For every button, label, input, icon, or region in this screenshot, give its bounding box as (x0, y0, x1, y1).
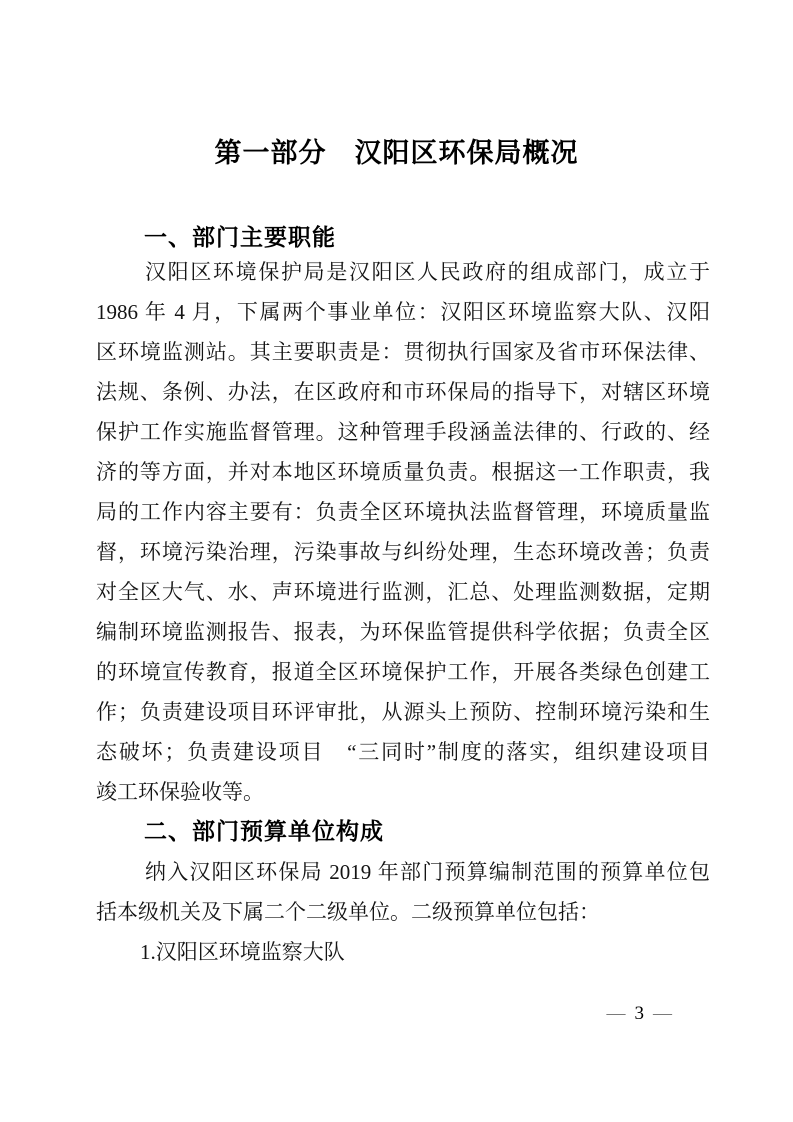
paragraph-line: 汉阳区环境保护局是汉阳区人民政府的组成部门，成立于 (145, 260, 710, 284)
paragraph-line: 纳入汉阳区环保局 2019 年部门预算编制范围的预算单位包 (145, 860, 710, 884)
paragraph-line: 督，环境污染治理，污染事故与纠纷处理，生态环境改善；负责 (96, 540, 710, 564)
paragraph-line: 编制环境监测报告、报表，为环保监管提供科学依据；负责全区 (96, 620, 710, 644)
page-number (607, 1002, 673, 1026)
paragraph-budget-units (96, 852, 710, 972)
paragraph-line: 竣工环保验收等。 (96, 780, 264, 804)
paragraph-line: 济的等方面，并对本地区环境质量负责。根据这一工作职责，我 (96, 460, 710, 484)
paragraph-line: 区环境监测站。其主要职责是：贯彻执行国家及省市环保法律、 (96, 340, 710, 364)
document-body (96, 222, 710, 972)
paragraph-line: 态破坏；负责建设项目 “三同时”制度的落实，组织建设项目 (96, 740, 710, 764)
paragraph-line: 1986 年 4 月，下属两个事业单位：汉阳区环境监察大队、汉阳 (96, 300, 710, 324)
section-heading-main-functions: 一、部门主要职能 (144, 224, 336, 250)
section-heading-budget-units: 二、部门预算单位构成 (144, 818, 384, 844)
paragraph-line: 的环境宣传教育，报道全区环境保护工作，开展各类绿色创建工 (96, 660, 710, 684)
paragraph-line: 局的工作内容主要有：负责全区环境执法监督管理，环境质量监 (96, 500, 710, 524)
paragraph-line: 括本级机关及下属二个二级单位。二级预算单位包括： (96, 900, 600, 924)
paragraph-line: 对全区大气、水、声环境进行监测，汇总、处理监测数据，定期 (96, 580, 710, 604)
page-number-value: 3 (634, 1003, 644, 1024)
page-number-dash-right: — (653, 1003, 672, 1024)
paragraph-line: 法规、条例、办法，在区政府和市环保局的指导下，对辖区环境 (96, 380, 710, 404)
document-title: 第一部分 汉阳区环保局概况 (214, 138, 579, 168)
page-number-dash-left: — (606, 1003, 626, 1024)
paragraph-line: 作；负责建设项目环评审批，从源头上预防、控制环境污染和生 (96, 700, 710, 724)
paragraph-main-functions (96, 252, 710, 812)
paragraph-line: 保护工作实施监督管理。这种管理手段涵盖法律的、行政的、经 (96, 420, 710, 444)
list-item-unit-1: 1.汉阳区环境监察大队 (140, 940, 345, 964)
